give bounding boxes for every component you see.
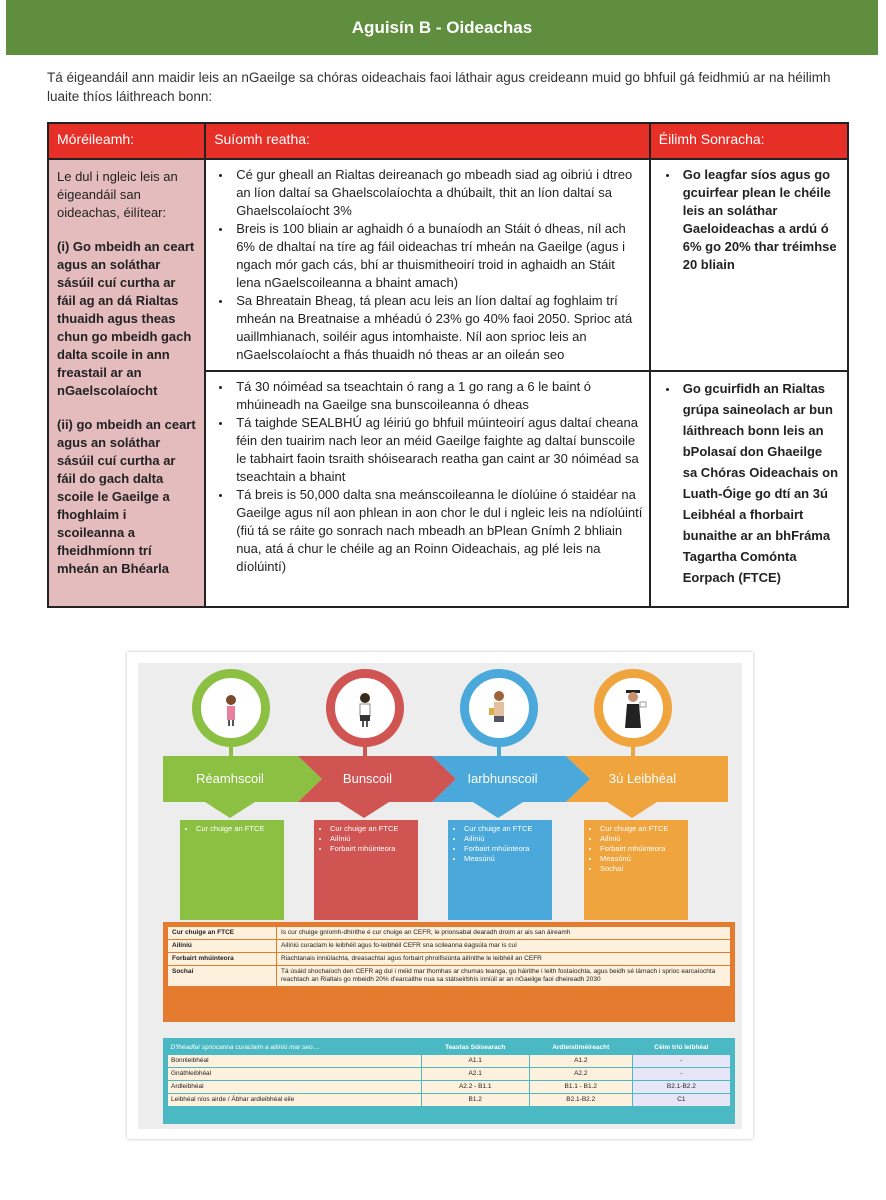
- table-header-row: [168, 1042, 731, 1055]
- list-item: • Breis is 100 bliain ar aghaidh ó a bunaíodh an Stáit ó dheas, níl ach 6% de dhaltaí na tíre ag fáil oideachas trí mheán na Gaeilge (agus i ngach mór gach cás, bhí ar thuismitheoirí troid in aghaidh an Stáit lena nGaelscoileanna a bhaint amach): [232, 220, 643, 292]
- definition-value: Riachtanais inniúlachta, dreasachtaí agus forbairt phroifisiúnta ailínithe le leibhéil an CEFR: [277, 953, 731, 966]
- table-cell: B1.2: [421, 1094, 529, 1107]
- level-name: Gnáthleibhéal: [168, 1068, 422, 1081]
- stage-label-preschool: Réamhscoil: [196, 771, 264, 786]
- third-level-box: [584, 820, 688, 920]
- definition-key: Forbairt mhúinteora: [168, 953, 277, 966]
- intro-text: Tá éigeandáil ann maidir leis an nGaeilge sa chóras oideachais faoi láthair agus creideann muid go bhfuil gá feidhmiú ar na héilimh luaite thíos láithreach bonn:: [47, 70, 831, 104]
- header-main-demand: Móréileamh:: [48, 123, 205, 159]
- table-cell: B1.1 - B1.2: [529, 1081, 632, 1094]
- page-title: Aguisín B - Oideachas: [351, 17, 533, 37]
- primary-box: [314, 820, 418, 920]
- table-row: [168, 927, 731, 940]
- table-cell: B2.1-B2.2: [632, 1081, 730, 1094]
- table-cell: A1.1: [421, 1055, 529, 1068]
- list-item: • Ailíniú: [600, 834, 682, 844]
- levels-caption: D'fhéadfaí spriocanna curaclaim a ailíniú mar seo....: [170, 1044, 320, 1051]
- table-cell: A2.1: [421, 1068, 529, 1081]
- table-row: [168, 1055, 731, 1068]
- definition-value: Ailíniú curaclam le leibhéil agus fo-leibhéil CEFR sna scileanna éagsúla mar is cuí: [277, 940, 731, 953]
- table-cell: A1.2: [529, 1055, 632, 1068]
- definition-value: Is cur chuige gníomh-dhírithe é cur chuige an CEFR, le prionsabal dearadh droim ar ais san áireamh: [277, 927, 731, 940]
- main-demand-point-1: (i) Go mbeidh an ceart agus an soláthar sásúil cuí curtha ar fáil ag an dá Rialtas thuaidh agus theas chun go mbeidh gach dalta scoile in ann freastail ar an nGaelscolaíocht: [57, 239, 195, 398]
- table-row: [168, 1068, 731, 1081]
- level-name: Bonnleibhéal: [168, 1055, 422, 1068]
- header-current-position: Suíomh reatha:: [205, 123, 650, 159]
- list-item: • Measúnú: [464, 854, 546, 864]
- list-item: • Cur chuige an FTCE: [600, 824, 682, 834]
- table-cell: -: [632, 1055, 730, 1068]
- table-cell: -: [632, 1068, 730, 1081]
- list-item: • Tá breis is 50,000 dalta sna meánscoileanna le díolúine ó staidéar na Gaeilge agus níl aon phlean in aon chor le dul i ngleic leis na ndíolúintí (fiú tá se ráite go sonrach nach mbeadh an bPlean Gnímh 2 bhliain nua, atá á chur le chéile ag an Roinn Oideachais, ag plé leis na díolúintí): [232, 486, 643, 576]
- list-item: • Cur chuige an FTCE: [196, 824, 278, 834]
- table-row: [168, 940, 731, 953]
- list-item: • Cur chuige an FTCE: [464, 824, 546, 834]
- level-name: Ardleibhéal: [168, 1081, 422, 1094]
- col-header-third-level: Céim tríú leibhéal: [654, 1044, 709, 1051]
- preschool-box: [180, 820, 284, 920]
- list-item: • Sochaí: [600, 864, 682, 874]
- list-item: • Forbairt mhúinteora: [600, 844, 682, 854]
- level-name: Leibhéal níos airde / Ábhar ardleibhéal eile: [168, 1094, 422, 1107]
- table-cell: A2.2 - B1.1: [421, 1081, 529, 1094]
- table-row: [168, 1081, 731, 1094]
- col-header-junior-cert: Teastas Sóisearach: [445, 1044, 506, 1051]
- table-row: [168, 1094, 731, 1107]
- definition-key: Cur chuige an FTCE: [168, 927, 277, 940]
- table-cell: B2.1-B2.2: [529, 1094, 632, 1107]
- table-cell: A2.2: [529, 1068, 632, 1081]
- table-cell: C1: [632, 1094, 730, 1107]
- list-item: • Sa Bhreatain Bheag, tá plean acu leis an líon daltaí ag foghlaim trí mheán na Breatnaise a mhéadú ó 23% go 40% faoi 2050. Sprioc atá uaillmhianach, soiléir agus intomhaiste. Níl aon sprioc leis an nGaelscolaíocht a fhás thuaidh nó theas ar an oileán seo: [232, 292, 643, 364]
- list-item: • Cur chuige an FTCE: [330, 824, 412, 834]
- list-item: • Forbairt mhúinteora: [330, 844, 412, 854]
- col-header-leaving-cert: Ardteistiméireacht: [552, 1044, 610, 1051]
- definition-key: Ailíniú: [168, 940, 277, 953]
- definitions-panel: [163, 922, 735, 1022]
- list-item: • Go leagfar síos agus go gcuirfear plean le chéile leis an soláthar Gaeloideachas a ardú ó 6% go 20% thar tréimhse 20 bliain: [679, 166, 839, 274]
- stage-label-primary: Bunscoil: [342, 771, 393, 786]
- list-item: • Forbairt mhúinteora: [464, 844, 546, 854]
- list-item: • Go gcuirfidh an Rialtas grúpa saineolach ar bun láithreach bonn leis an bPolasaí don Ghaeilge sa Chóras Oideachais on Luath-Óige go dtí an 3ú Leibhéal a fhorbairt bunaithe ar an bhFráma Tagartha Comónta Eorpach (FTCE): [679, 378, 839, 588]
- table-row: [168, 953, 731, 966]
- definition-value: Tá úsáid shochaíoch den CEFR ag dul i méid mar thomhas ar chumas teanga, go háirithe i leith fostaíochta, agus beidh sé lárnach i sprioc earcaíochta reachtach an Rialtais go mbeidh 20% d'earcaithe nua sa státseirbhís inniúil ar an nGaeilge faoi dheireadh 2030: [277, 966, 731, 987]
- levels-panel: [163, 1038, 735, 1124]
- table-row: [168, 966, 731, 987]
- stage-label-secondary: Iarbhunscoil: [467, 771, 538, 786]
- list-item: • Tá taighde SEALBHÚ ag léiriú go bhfuil múinteoirí agus daltaí cheana féin den tuairim nach leor an méid Gaeilge faighte ag daltaí bunscoile le tabhairt faoin tsraith shóisearach reatha gan caint ar 30 nóiméad sa tseachtain a bhaint: [232, 414, 643, 486]
- definition-key: Sochaí: [168, 966, 277, 987]
- stage-label-third-level: 3ú Leibhéal: [608, 771, 677, 786]
- secondary-box: [448, 820, 552, 920]
- main-demand-intro: Le dul i ngleic leis an éigeandáil san oideachas, éilítear:: [57, 169, 178, 220]
- list-item: • Tá 30 nóiméad sa tseachtain ó rang a 1 go rang a 6 le baint ó mhúineadh na Gaeilge sna bunscoileanna ó dheas: [232, 378, 643, 414]
- list-item: • Cé gur gheall an Rialtas deireanach go mbeadh siad ag oibriú i dtreo an líon daltaí sa Ghaelscolaíochta a dhúbailt, thit an líon daltaí sa Ghaelscolaíocht 3%: [232, 166, 643, 220]
- list-item: • Ailíniú: [464, 834, 546, 844]
- main-demand-point-2: (ii) go mbeidh an ceart agus an soláthar sásúil cuí curtha ar fáil do gach dalta scoile le Gaeilge a fhoghlaim i scoileanna a fheidhmíonn trí mheán an Bhéarla: [57, 417, 196, 576]
- list-item: • Measúnú: [600, 854, 682, 864]
- list-item: • Ailíniú: [330, 834, 412, 844]
- header-specific-demands: Éilimh Sonracha:: [650, 123, 848, 159]
